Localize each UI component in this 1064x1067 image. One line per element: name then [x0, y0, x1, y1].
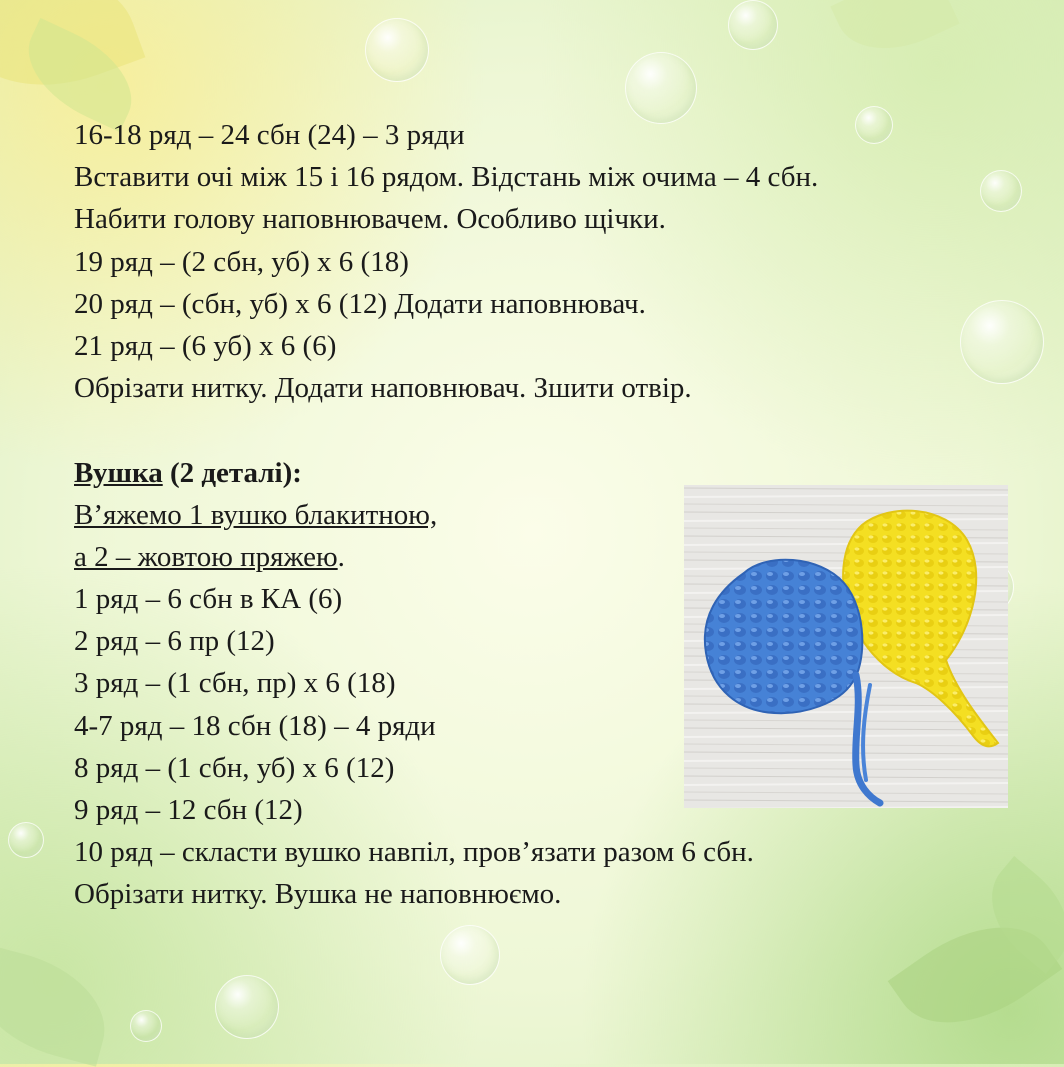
ears-note-line1: В’яжемо 1 вушко блакитною,	[74, 498, 438, 531]
ears-note-line2: а 2 – жовтою пряжею	[74, 540, 338, 573]
text-line: 19 ряд – (2 сбн, уб) х 6 (18)	[74, 245, 409, 278]
ears-row: 1 ряд – 6 сбн в КА (6)	[74, 583, 343, 616]
bubble-decoration	[215, 975, 279, 1039]
text-line: Обрізати нитку. Додати наповнювач. Зшити отвір.	[74, 372, 692, 405]
bubble-decoration	[728, 0, 778, 50]
bubble-decoration	[8, 822, 44, 858]
ears-row: 8 ряд – (1 сбн, уб) х 6 (12)	[74, 751, 395, 784]
ears-photo-illustration	[684, 485, 1008, 808]
bubble-decoration	[365, 18, 429, 82]
ears-row: 4-7 ряд – 18 сбн (18) – 4 ряди	[74, 709, 436, 742]
leaf-decoration	[830, 0, 959, 70]
bubble-decoration	[440, 925, 500, 985]
ears-row: Обрізати нитку. Вушка не наповнюємо.	[74, 878, 562, 911]
ears-title: Вушка	[74, 456, 163, 489]
text-line: Набити голову наповнювачем. Особливо щічки.	[74, 203, 666, 236]
ears-note-period: .	[337, 540, 345, 573]
spacer	[74, 409, 1004, 451]
leaf-decoration	[0, 943, 119, 1066]
ears-row: 9 ряд – 12 сбн (12)	[74, 794, 303, 826]
text-line: Вставити очі між 15 і 16 рядом. Відстань між очима – 4 сбн.	[74, 161, 819, 194]
text-line: 21 ряд – (6 уб) х 6 (6)	[74, 329, 337, 362]
text-line: 16-18 ряд – 24 сбн (24) – 3 ряди	[74, 119, 465, 151]
ears-row: 10 ряд – скласти вушко навпіл, пров’язати разом 6 сбн.	[74, 836, 754, 869]
bubble-decoration	[130, 1010, 162, 1042]
ears-row: 2 ряд – 6 пр (12)	[74, 625, 275, 658]
ears-title-rest: (2 деталі):	[162, 456, 302, 489]
ears-photo	[684, 485, 1008, 808]
text-line: 20 ряд – (сбн, уб) х 6 (12) Додати наповнювач.	[74, 287, 646, 320]
ears-row: 3 ряд – (1 сбн, пр) х 6 (18)	[74, 667, 396, 700]
